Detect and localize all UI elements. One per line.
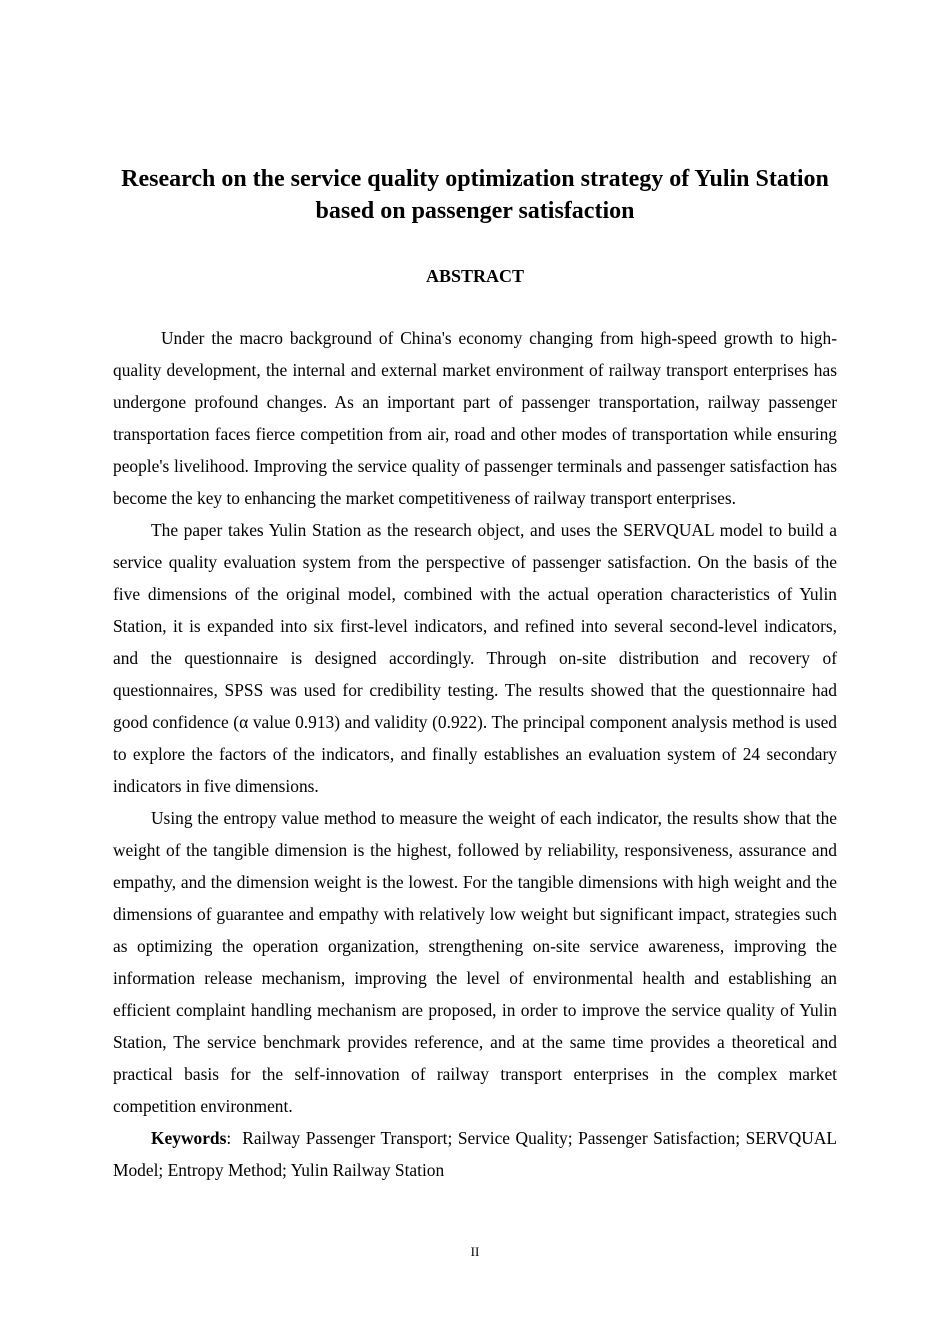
- abstract-paragraph-2: The paper takes Yulin Station as the research object, and uses the SERVQUAL model to build a service quality evaluation system from the perspective of passenger satisfaction. On the basis of the five dimensions of the original model, combined with the actual operation characteristics of Yulin Station, it is expanded into six first-level indicators, and refined into several second-level indicators, and the questionnaire is designed accordingly. Through on-site distribution and recovery of questionnaires, SPSS was used for credibility testing. The results showed that the questionnaire had good confidence (α value 0.913) and validity (0.922). The principal component analysis method is used to explore the factors of the indicators, and finally establishes an evaluation system of 24 secondary indicators in five dimensions.: [113, 520, 837, 796]
- keywords-separator: :: [226, 1128, 243, 1148]
- page-number: II: [470, 1244, 480, 1259]
- paper-title: Research on the service quality optimization strategy of Yulin Station based on passenger satisfaction: [121, 166, 829, 224]
- abstract-body: [113, 322, 837, 1186]
- keywords-paragraph: [113, 1122, 837, 1186]
- abstract-paragraph-1: Under the macro background of China's economy changing from high-speed growth to high-quality development, the internal and external market environment of railway transport enterprises has undergone profound changes. As an important part of passenger transportation, railway passenger transportation faces fierce competition from air, road and other modes of transportation while ensuring people's livelihood. Improving the service quality of passenger terminals and passenger satisfaction has become the key to enhancing the market competitiveness of railway transport enterprises.: [113, 328, 837, 508]
- abstract-paragraph-3: Using the entropy value method to measure the weight of each indicator, the results show that the weight of the tangible dimension is the highest, followed by reliability, responsiveness, assurance and empathy, and the dimension weight is the lowest. For the tangible dimensions with high weight and the dimensions of guarantee and empathy with relatively low weight but significant impact, strategies such as optimizing the operation organization, strengthening on-site service awareness, improving the information release mechanism, improving the level of environmental health and establishing an efficient complaint handling mechanism are proposed, in order to improve the service quality of Yulin Station, The service benchmark provides reference, and at the same time provides a theoretical and practical basis for the self-innovation of railway transport enterprises in the complex market competition environment.: [113, 808, 837, 1116]
- abstract-heading: ABSTRACT: [425, 266, 525, 286]
- keywords-text: Railway Passenger Transport; Service Quality; Passenger Satisfaction; SERVQUAL Model; Entropy Method; Yulin Railway Station: [113, 1128, 837, 1180]
- keywords-label: Keywords: [151, 1128, 227, 1148]
